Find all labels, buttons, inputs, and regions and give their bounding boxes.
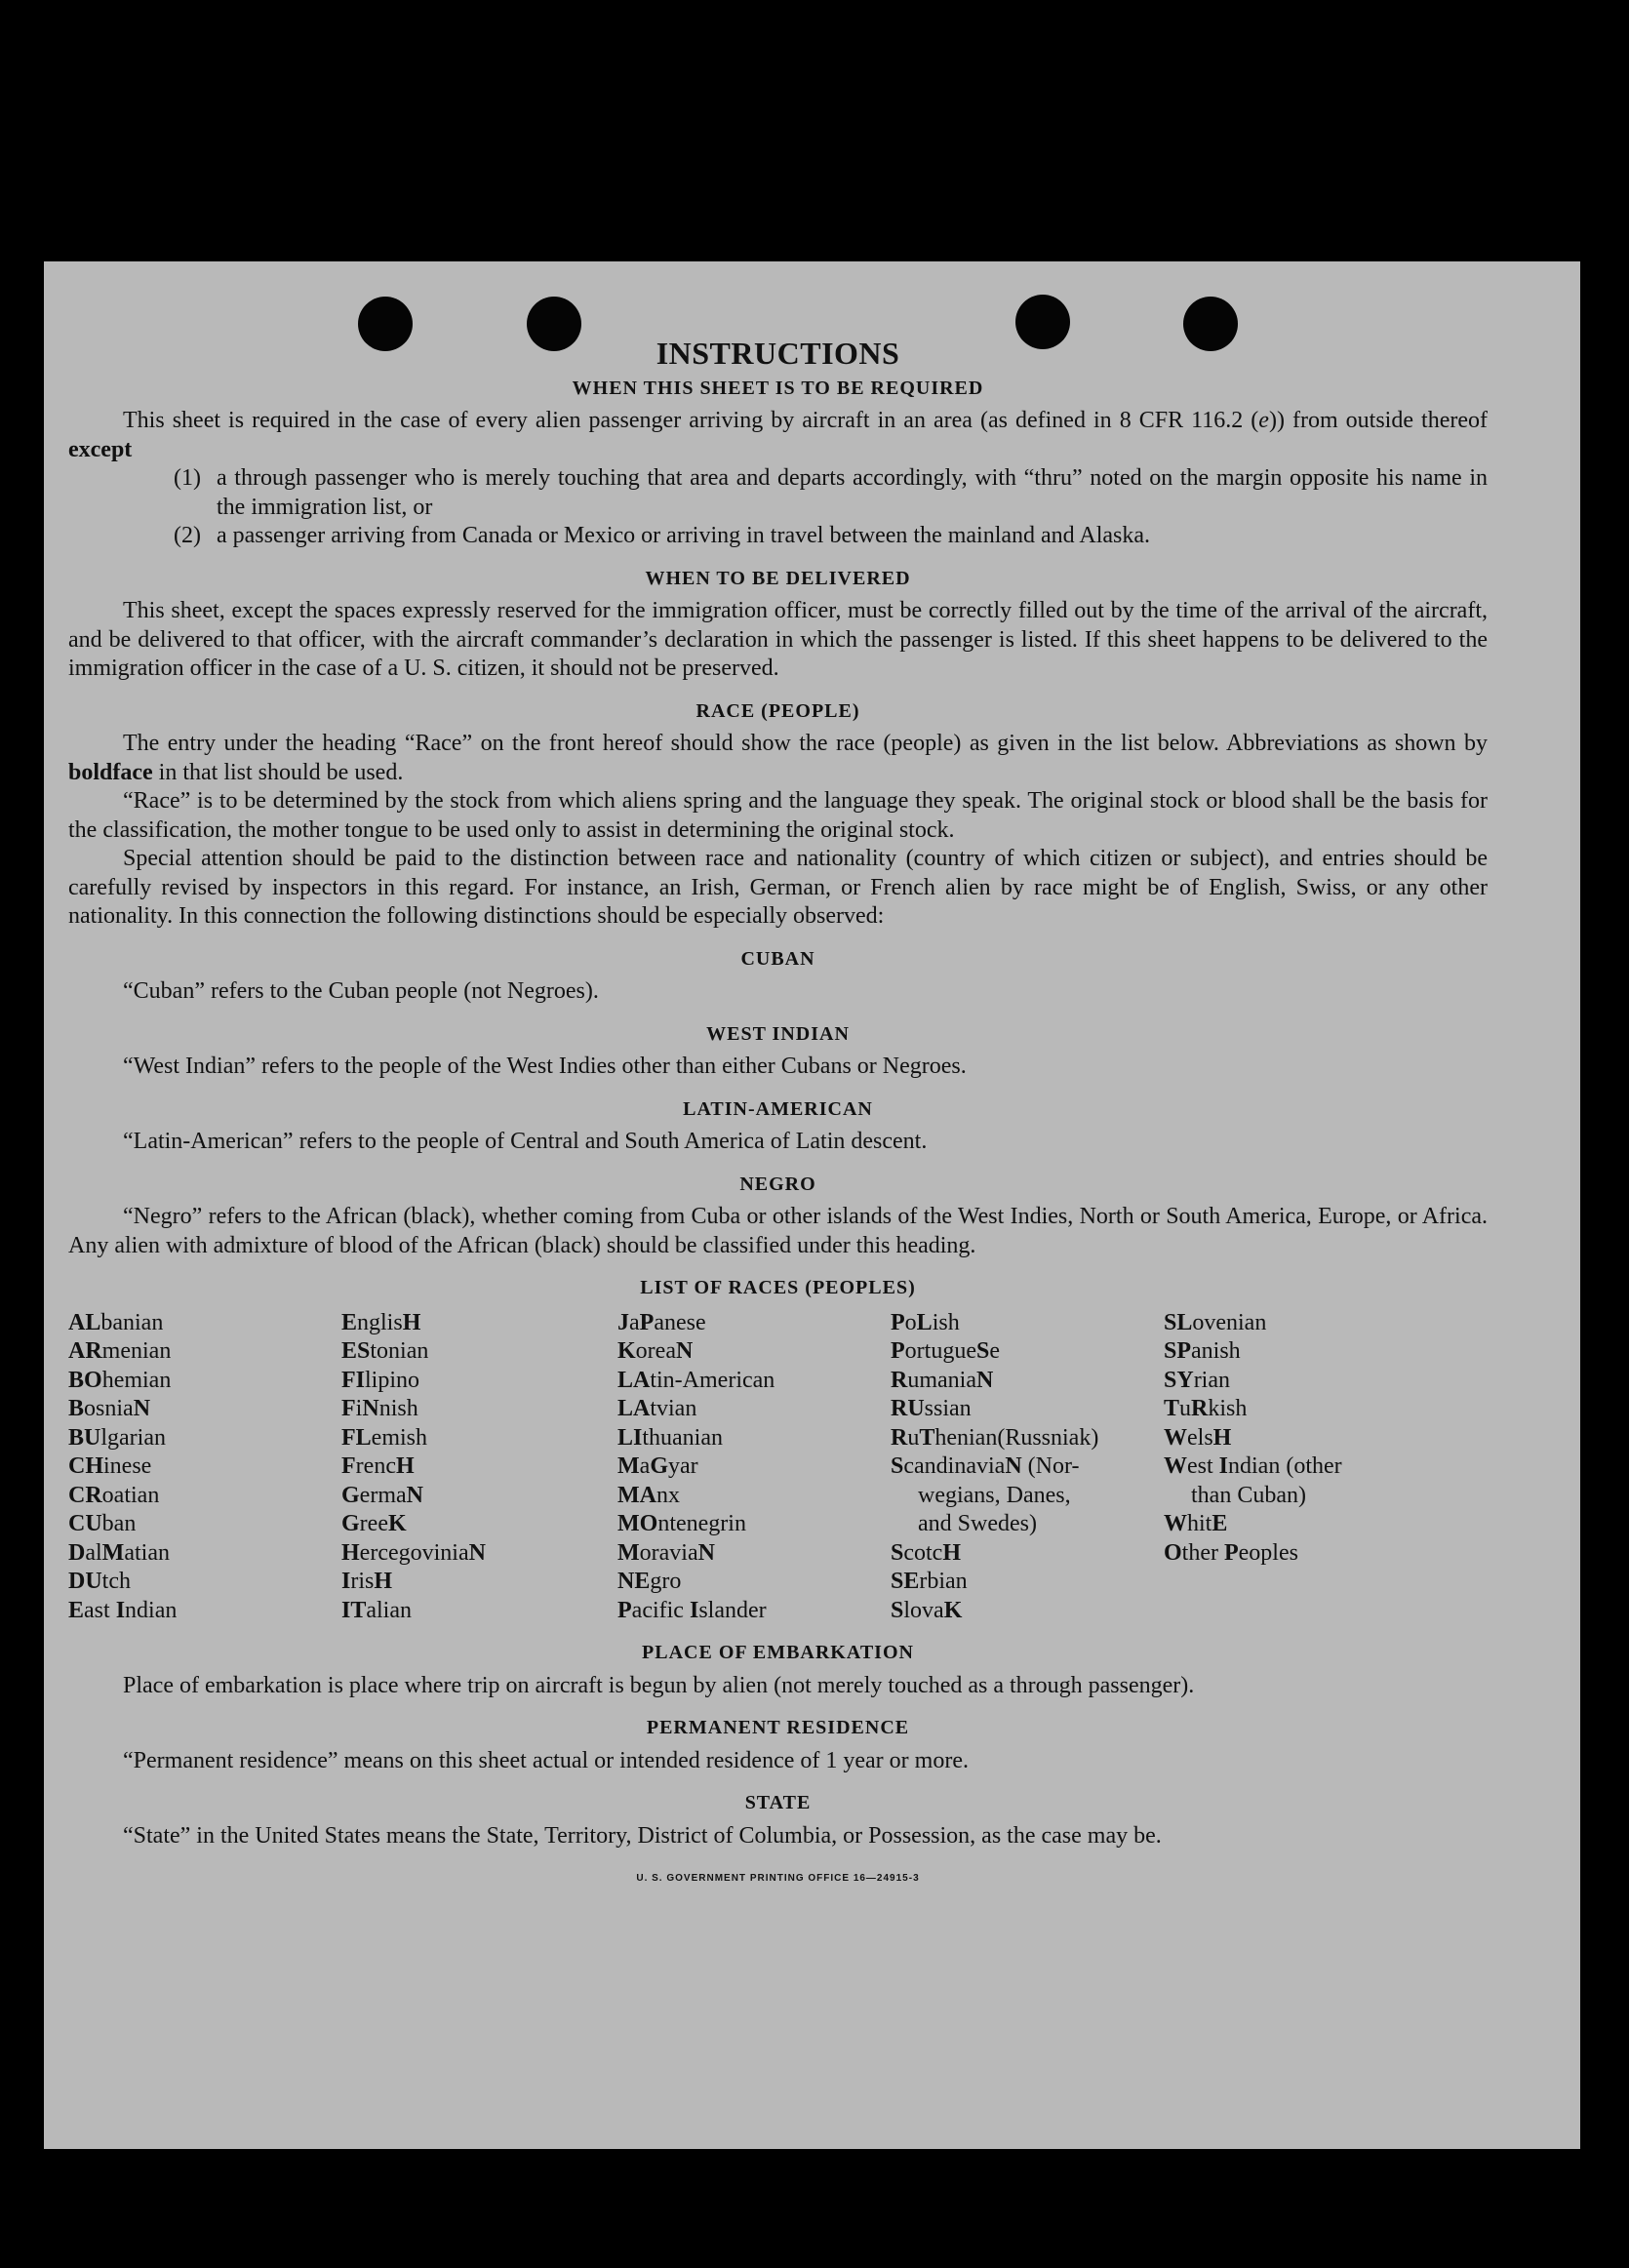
race-entry: ScotcH [891, 1539, 962, 1566]
race-entry: MAnx [617, 1482, 680, 1508]
section-heading: PERMANENT RESIDENCE [646, 1717, 910, 1738]
paragraph: Place of embarkation is place where trip on aircraft is begun by alien (not merely touched as a through passenger). [123, 1672, 1195, 1698]
paragraph: “West Indian” refers to the people of the West Indies other than either Cubans or Negroes. [123, 1054, 967, 1079]
race-entry: WhitE [1164, 1511, 1228, 1536]
race-entry: MOntenegrin [617, 1511, 746, 1536]
paragraph: Special attention should be paid to the distinction between race and nationality (country of which citizen or subject), and entries should be carefully revised by inspectors in this regard. For instance, an Irish, German, or French alien by race might be of English, Swiss, or any other nationality. In this connection the following distinctions should be especially observed: [68, 846, 1488, 929]
race-entry: Pacific Islander [617, 1597, 767, 1623]
race-entry: EStonian [341, 1338, 429, 1364]
race-column [341, 1309, 617, 1626]
race-entry: Other Peoples [1164, 1539, 1298, 1566]
race-list [68, 1309, 1488, 1626]
race-entry: BUlgarian [68, 1424, 166, 1451]
paragraph: “Permanent residence” means on this sheet actual or intended residence of 1 year or more. [123, 1747, 969, 1773]
race-entry: SLovenian [1164, 1309, 1267, 1335]
race-entry: WelsH [1164, 1424, 1232, 1451]
race-entry: GermaN [341, 1482, 423, 1508]
race-column [617, 1309, 891, 1626]
race-entry: KoreaN [617, 1338, 694, 1364]
race-entry: BOhemian [68, 1367, 172, 1393]
race-entry: DalMatian [68, 1539, 170, 1566]
race-entry: LAtin-American [617, 1367, 775, 1393]
section-heading: LIST OF RACES (PEOPLES) [640, 1277, 916, 1298]
paragraph: The entry under the heading “Race” on the front hereof should show the race (people) as given in the list below. Abbreviations as shown by boldface in that list should be used. [68, 731, 1488, 785]
race-entry: MoraviaN [617, 1539, 715, 1566]
paragraph: “Cuban” refers to the Cuban people (not Negroes). [123, 978, 599, 1004]
race-entry: FLemish [341, 1424, 427, 1451]
paragraph: “State” in the United States means the State, Territory, District of Columbia, or Possession, as the case may be. [123, 1822, 1162, 1849]
race-entry: IrisH [341, 1569, 393, 1594]
race-entry: SErbian [891, 1569, 968, 1594]
section-heading: WEST INDIAN [706, 1022, 850, 1045]
race-entry: SlovaK [891, 1597, 963, 1623]
race-entry: RUssian [891, 1396, 972, 1421]
exception-item: (2) a passenger arriving from Canada or Mexico or arriving in travel between the mainland and Alaska. [174, 523, 1150, 548]
race-entry: FiNnish [341, 1396, 418, 1421]
instructions-content [68, 336, 1488, 1893]
race-entry: PortugueSe [891, 1338, 1000, 1364]
section-heading: STATE [744, 1792, 812, 1813]
race-entry: BosniaN [68, 1396, 151, 1421]
race-entry: EnglisH [341, 1309, 421, 1335]
paragraph: This sheet, except the spaces expressly reserved for the immigration officer, must be correctly filled out by the time of the arrival of the aircraft, and be delivered to that officer, with the aircraft commander’s declaration in which the passenger is listed. If this sheet happens to be delivered to the immigration officer in the case of a U. S. citizen, it should not be preserved. [68, 598, 1488, 681]
section-heading: WHEN THIS SHEET IS TO BE REQUIRED [572, 377, 984, 399]
race-entry: LIthuanian [617, 1424, 723, 1451]
race-entry: SPanish [1164, 1338, 1241, 1364]
race-entry: LAtvian [617, 1396, 697, 1421]
race-entry: ALbanian [68, 1309, 164, 1335]
race-entry: ScandinaviaN (Nor- [891, 1453, 1080, 1479]
race-entry: West Indian (other [1164, 1453, 1342, 1479]
section-heading: WHEN TO BE DELIVERED [645, 567, 911, 589]
race-entry: ARmenian [68, 1338, 172, 1364]
race-entry: HercegoviniaN [341, 1539, 486, 1566]
race-entry: RuThenian(Russniak) [891, 1424, 1099, 1451]
race-entry: and Swedes) [918, 1511, 1037, 1536]
race-entry: PoLish [891, 1309, 960, 1335]
race-column [68, 1309, 341, 1626]
race-entry: ITalian [341, 1597, 412, 1623]
section-heading: LATIN-AMERICAN [683, 1097, 873, 1120]
section-heading: RACE (PEOPLE) [695, 699, 860, 722]
paragraph: “Negro” refers to the African (black), whether coming from Cuba or other islands of the West Indies, North or South America, Europe, or Africa. Any alien with admixture of blood of the African (black) should be classified under this heading. [68, 1204, 1488, 1258]
race-entry: FrencH [341, 1453, 415, 1479]
page-title: INSTRUCTIONS [656, 336, 900, 371]
section-heading: CUBAN [740, 947, 815, 970]
race-entry: CHinese [68, 1453, 152, 1479]
race-column [1164, 1309, 1437, 1626]
race-entry: GreeK [341, 1511, 407, 1536]
printing-office-footer: U. S. GOVERNMENT PRINTING OFFICE 16—24915-3 [636, 1873, 920, 1884]
instruction-sheet [44, 261, 1580, 2149]
paragraph: “Race” is to be determined by the stock from which aliens spring and the language they speak. The original stock or blood shall be the basis for the classification, the mother tongue to be used only to assist in determining the original stock. [68, 788, 1488, 843]
race-entry: DUtch [68, 1569, 131, 1594]
race-entry: than Cuban) [1191, 1482, 1306, 1508]
race-entry: JaPanese [617, 1309, 706, 1335]
paragraph: “Latin-American” refers to the people of Central and South America of Latin descent. [123, 1129, 928, 1154]
section-heading: NEGRO [739, 1173, 816, 1195]
section-heading: PLACE OF EMBARKATION [642, 1642, 914, 1663]
race-entry: MaGyar [617, 1453, 698, 1479]
race-entry: wegians, Danes, [918, 1482, 1071, 1508]
race-entry: FIlipino [341, 1367, 420, 1393]
race-entry: TuRkish [1164, 1396, 1248, 1421]
exception-item: (1) a through passenger who is merely touching that area and departs accordingly, with “thru” noted on the margin opposite his name in the immigration list, or [174, 465, 1488, 520]
race-entry: RumaniaN [891, 1367, 994, 1393]
paragraph: This sheet is required in the case of every alien passenger arriving by aircraft in an area (as defined in 8 CFR 116.2 (e)) from outside thereof except [68, 408, 1488, 462]
race-entry: CRoatian [68, 1482, 160, 1508]
race-entry: East Indian [68, 1597, 178, 1623]
race-entry: CUban [68, 1511, 137, 1536]
race-entry: SYrian [1164, 1367, 1230, 1393]
race-entry: NEgro [617, 1569, 682, 1594]
race-column [891, 1309, 1164, 1626]
